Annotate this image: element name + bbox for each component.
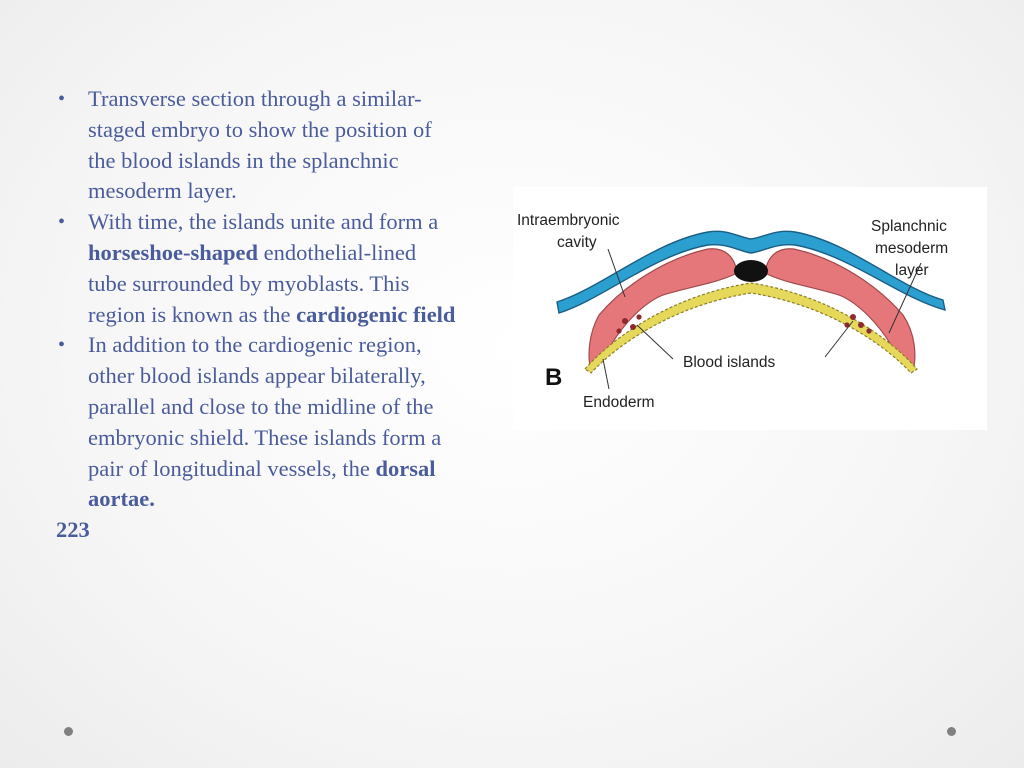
corner-dot-right bbox=[947, 727, 956, 736]
label-layer: layer bbox=[895, 262, 929, 279]
slide-text bbox=[56, 84, 456, 546]
corner-dot-left bbox=[64, 727, 73, 736]
bullet-item bbox=[56, 207, 456, 330]
bullet-marker: • bbox=[58, 211, 66, 234]
notochord bbox=[734, 260, 768, 282]
bullet-marker: • bbox=[58, 88, 66, 110]
bullet-bold-text: horseshoe-shaped bbox=[88, 239, 259, 265]
embryo-section-figure bbox=[513, 187, 987, 430]
label-mesoderm: mesoderm bbox=[875, 240, 949, 257]
label-endoderm: Endoderm bbox=[583, 394, 655, 411]
bullet-item bbox=[56, 84, 456, 207]
label-cavity: cavity bbox=[557, 234, 597, 251]
bullet-text: With time, the islands unite and form a bbox=[88, 209, 439, 235]
bullet-list bbox=[56, 84, 456, 515]
bullet-text: Transverse section through a similar-staged embryo to show the position of the blood islands in the splanchnic mesoderm layer. bbox=[88, 86, 432, 204]
bullet-bold-text: dorsal aortae. bbox=[88, 455, 436, 512]
label-splanchnic: Splanchnic bbox=[871, 218, 947, 235]
label-intraembryonic: Intraembryonic bbox=[517, 212, 620, 229]
bullet-text: In addition to the cardiogenic region, other blood islands appear bilaterally, parallel and close to the midline of the embryonic shield. These islands form a pair of longitudinal vessels, the bbox=[88, 332, 442, 481]
label-blood-islands: Blood islands bbox=[683, 354, 776, 371]
panel-letter: B bbox=[545, 364, 563, 391]
slide-number: 223 bbox=[56, 517, 90, 543]
bullet-item bbox=[56, 330, 456, 515]
embryo-diagram bbox=[513, 187, 987, 430]
bullet-marker: • bbox=[58, 334, 66, 357]
bullet-bold-text: cardiogenic field bbox=[296, 301, 456, 327]
bullet-text: endothelial-lined tube surrounded by myoblasts. This region is known as the bbox=[88, 239, 417, 327]
